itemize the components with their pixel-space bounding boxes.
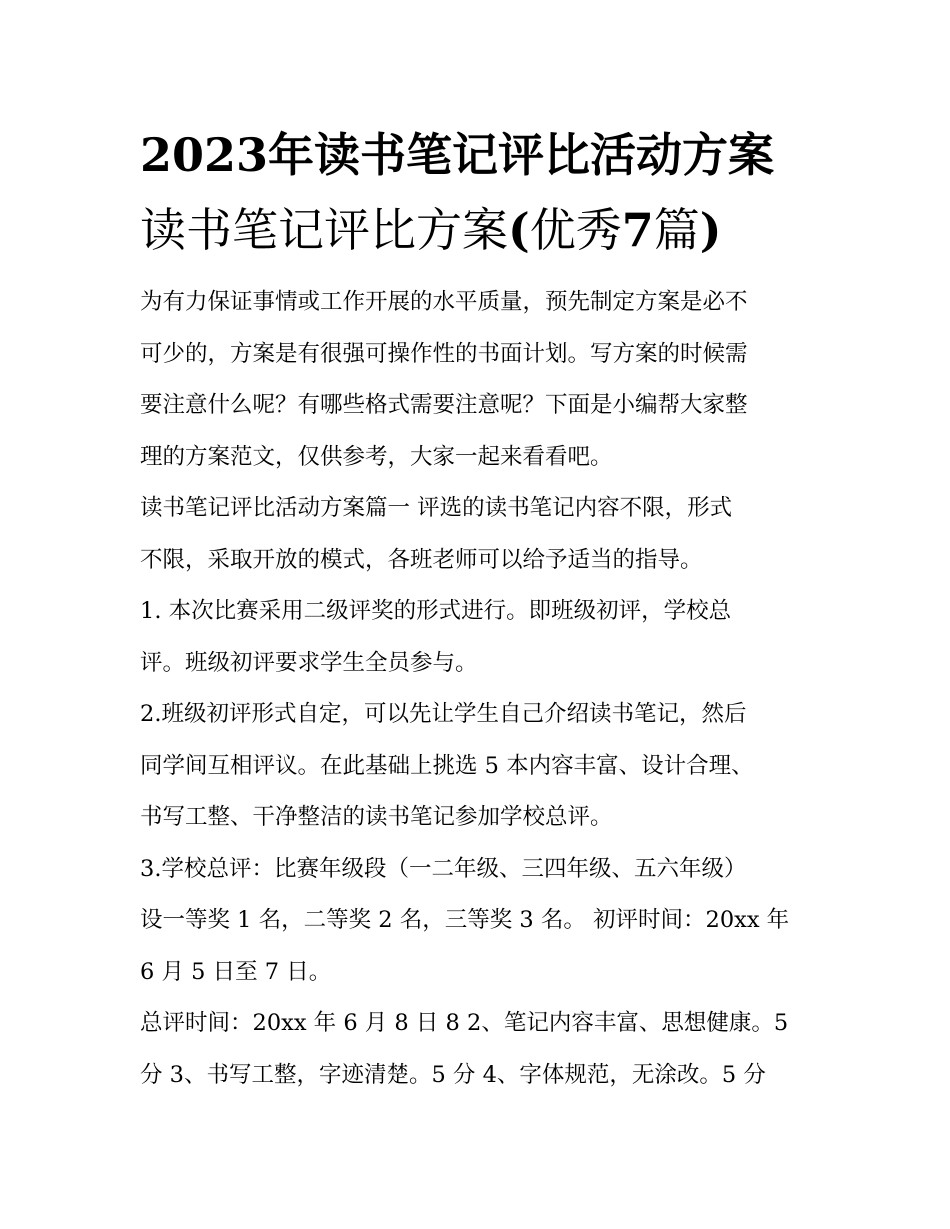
title-line-2-text: 读书笔记评比方案 — [140, 203, 508, 257]
body-line: 6 月 5 日至 7 日。 — [140, 958, 332, 985]
title-line-2 — [140, 193, 820, 268]
body-line: 3.学校总评：比赛年级段（一二年级、三四年级、五六年级） — [140, 855, 747, 882]
title-count: 7 — [621, 203, 654, 257]
body-line: 可少的，方案是有很强可操作性的书面计划。写方案的时候需 — [140, 340, 748, 367]
title-year: 2023 — [140, 128, 269, 182]
body-line: 评。班级初评要求学生全员参与。 — [140, 649, 478, 676]
body-line: 分 3、书写工整，字迹清楚。5 分 4、字体规范，无涂改。5 分 — [140, 1061, 766, 1088]
body-line: 同学间互相评议。在此基础上挑选 5 本内容丰富、设计合理、 — [140, 752, 754, 779]
title-paren-open: ( — [508, 203, 530, 257]
title-unit: 篇 — [653, 203, 700, 257]
body-line: 要注意什么呢？有哪些格式需要注意呢？下面是小编帮大家整 — [140, 392, 748, 418]
document-body — [140, 277, 812, 1101]
title-line-1-text: 年读书笔记评比活动方案 — [268, 128, 775, 182]
body-line: 读书笔记评比活动方案篇一 评选的读书笔记内容不限，形式 — [140, 495, 733, 521]
body-line: 为有力保证事情或工作开展的水平质量，预先制定方案是必不 — [140, 289, 748, 315]
document-title — [140, 118, 820, 268]
body-line: 总评时间：20xx 年 6 月 8 日 8 2、笔记内容丰富、思想健康。5 — [140, 1010, 789, 1036]
body-line: 2.班级初评形式自定，可以先让学生自己介绍读书笔记，然后 — [140, 701, 747, 727]
body-line: 设一等奖 1 名，二等奖 2 名，三等奖 3 名。 初评时间：20xx 年 — [140, 907, 790, 933]
body-line: 理的方案范文，仅供参考，大家一起来看看吧。 — [140, 443, 613, 470]
body-line: 书写工整、干净整洁的读书笔记参加学校总评。 — [140, 804, 613, 830]
title-line-1 — [140, 118, 820, 193]
body-line: 不限，采取开放的模式，各班老师可以给予适当的指导。 — [140, 546, 703, 573]
title-paren-close: ) — [699, 203, 722, 257]
title-quality: 优秀 — [529, 203, 622, 257]
body-line: 1. 本次比赛采用二级评奖的形式进行。即班级初评，学校总 — [140, 598, 732, 624]
